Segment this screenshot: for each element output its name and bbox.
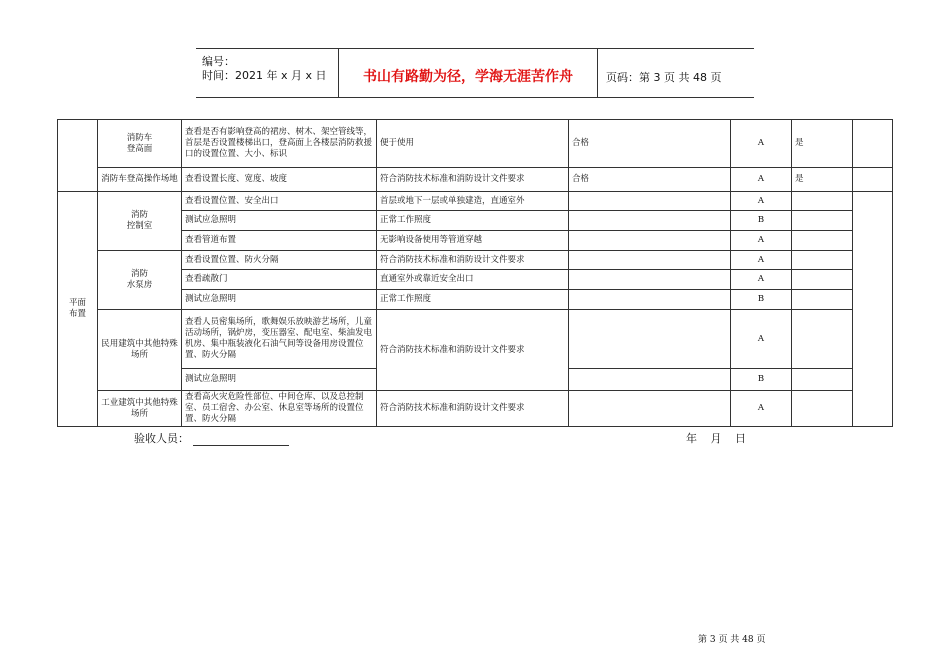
conclusion-cell	[792, 310, 853, 369]
result-cell	[569, 231, 731, 251]
header-page-cell	[598, 49, 754, 97]
result-cell	[569, 391, 731, 427]
document-header	[196, 48, 754, 98]
method-cell: 查看人员密集场所，歌舞娱乐放映游艺场所，儿童活动场所，锅炉房，变压器室、配电室、柴油发电机房、集中瓶装液化石油气间等设备用房设置位置、防火分隔	[182, 310, 377, 369]
conclusion-cell	[792, 391, 853, 427]
method-cell: 测试应急照明	[182, 290, 377, 310]
table-row	[58, 120, 893, 168]
result-cell: 合格	[569, 168, 731, 192]
item-cell: 消防 控制室	[98, 192, 182, 251]
grade-cell: A	[731, 391, 792, 427]
page-label: 页码：第 3 页 共 48 页	[606, 71, 722, 84]
category-cell	[58, 120, 98, 192]
table-row	[58, 231, 893, 251]
table-row	[58, 270, 893, 290]
grade-cell: A	[731, 192, 792, 211]
result-cell	[569, 290, 731, 310]
conclusion-cell	[792, 231, 853, 251]
grade-cell: A	[731, 120, 792, 168]
item-cell: 民用建筑中其他特殊场所	[98, 310, 182, 391]
item-cell: 消防车登高操作场地	[98, 168, 182, 192]
grade-cell: A	[731, 168, 792, 192]
method-cell: 查看管道布置	[182, 231, 377, 251]
item-cell: 工业建筑中其他特殊场所	[98, 391, 182, 427]
method-cell: 查看疏散门	[182, 270, 377, 290]
conclusion-cell: 是	[792, 120, 853, 168]
method-cell: 查看设置位置、防火分隔	[182, 251, 377, 270]
method-cell: 查看设置长度、宽度、坡度	[182, 168, 377, 192]
signature-line	[193, 435, 289, 446]
inspection-table	[57, 119, 893, 427]
grade-cell: A	[731, 310, 792, 369]
page-footer: 第 3 页 共 48 页	[698, 635, 766, 645]
table-row	[58, 310, 893, 369]
grade-cell: A	[731, 231, 792, 251]
table-row	[58, 211, 893, 231]
requirement-cell: 正常工作照度	[377, 211, 569, 231]
requirement-cell: 无影响设备使用等管道穿越	[377, 231, 569, 251]
table-row	[58, 290, 893, 310]
category-cell: 平面 布置	[58, 192, 98, 427]
method-cell: 测试应急照明	[182, 211, 377, 231]
grade-cell: A	[731, 251, 792, 270]
requirement-cell: 符合消防技术标准和消防设计文件要求	[377, 168, 569, 192]
remark-cell	[853, 120, 893, 168]
grade-cell: A	[731, 270, 792, 290]
requirement-cell: 首层或地下一层或单独建造，直通室外	[377, 192, 569, 211]
result-cell: 合格	[569, 120, 731, 168]
conclusion-cell	[792, 369, 853, 391]
result-cell	[569, 369, 731, 391]
method-cell: 测试应急照明	[182, 369, 377, 391]
conclusion-cell	[792, 192, 853, 211]
requirement-cell: 符合消防技术标准和消防设计文件要求	[377, 391, 569, 427]
header-slogan-cell	[339, 49, 598, 97]
grade-cell: B	[731, 369, 792, 391]
method-cell: 查看是否有影响登高的裙房、树木、架空管线等，首层是否设置楼梯出口，登高面上各楼层消防救援口的设置位置、大小、标识	[182, 120, 377, 168]
result-cell	[569, 192, 731, 211]
item-cell: 消防 水泵房	[98, 251, 182, 310]
table-row	[58, 391, 893, 427]
conclusion-cell	[792, 290, 853, 310]
requirement-cell: 符合消防技术标准和消防设计文件要求	[377, 251, 569, 270]
requirement-cell: 正常工作照度	[377, 290, 569, 310]
table-row	[58, 168, 893, 192]
requirement-cell: 符合消防技术标准和消防设计文件要求	[377, 310, 569, 391]
result-cell	[569, 270, 731, 290]
acceptance-label: 验收人员：	[134, 432, 189, 445]
item-cell: 消防车 登高面	[98, 120, 182, 168]
slogan: 书山有路勤为径，学海无涯苦作舟	[363, 69, 573, 85]
time-label: 时间：2021 年 x 月 x 日	[202, 69, 327, 82]
requirement-cell: 便于使用	[377, 120, 569, 168]
result-cell	[569, 310, 731, 369]
method-cell: 查看设置位置、安全出口	[182, 192, 377, 211]
result-cell	[569, 251, 731, 270]
header-meta-cell	[196, 49, 339, 97]
acceptance-date: 年 月 日	[686, 432, 746, 445]
number-label: 编号：	[202, 55, 235, 68]
acceptance-signature	[134, 430, 289, 446]
conclusion-cell	[792, 211, 853, 231]
conclusion-cell	[792, 270, 853, 290]
table-row	[58, 192, 893, 211]
requirement-cell: 直通室外或靠近安全出口	[377, 270, 569, 290]
result-cell	[569, 211, 731, 231]
conclusion-cell: 是	[792, 168, 853, 192]
method-cell: 查看高火灾危险性部位、中间仓库、以及总控制室、员工宿舍、办公室、休息室等场所的设置位置、防火分隔	[182, 391, 377, 427]
remark-cell	[853, 192, 893, 427]
remark-cell	[853, 168, 893, 192]
conclusion-cell	[792, 251, 853, 270]
grade-cell: B	[731, 211, 792, 231]
table-row	[58, 251, 893, 270]
grade-cell: B	[731, 290, 792, 310]
